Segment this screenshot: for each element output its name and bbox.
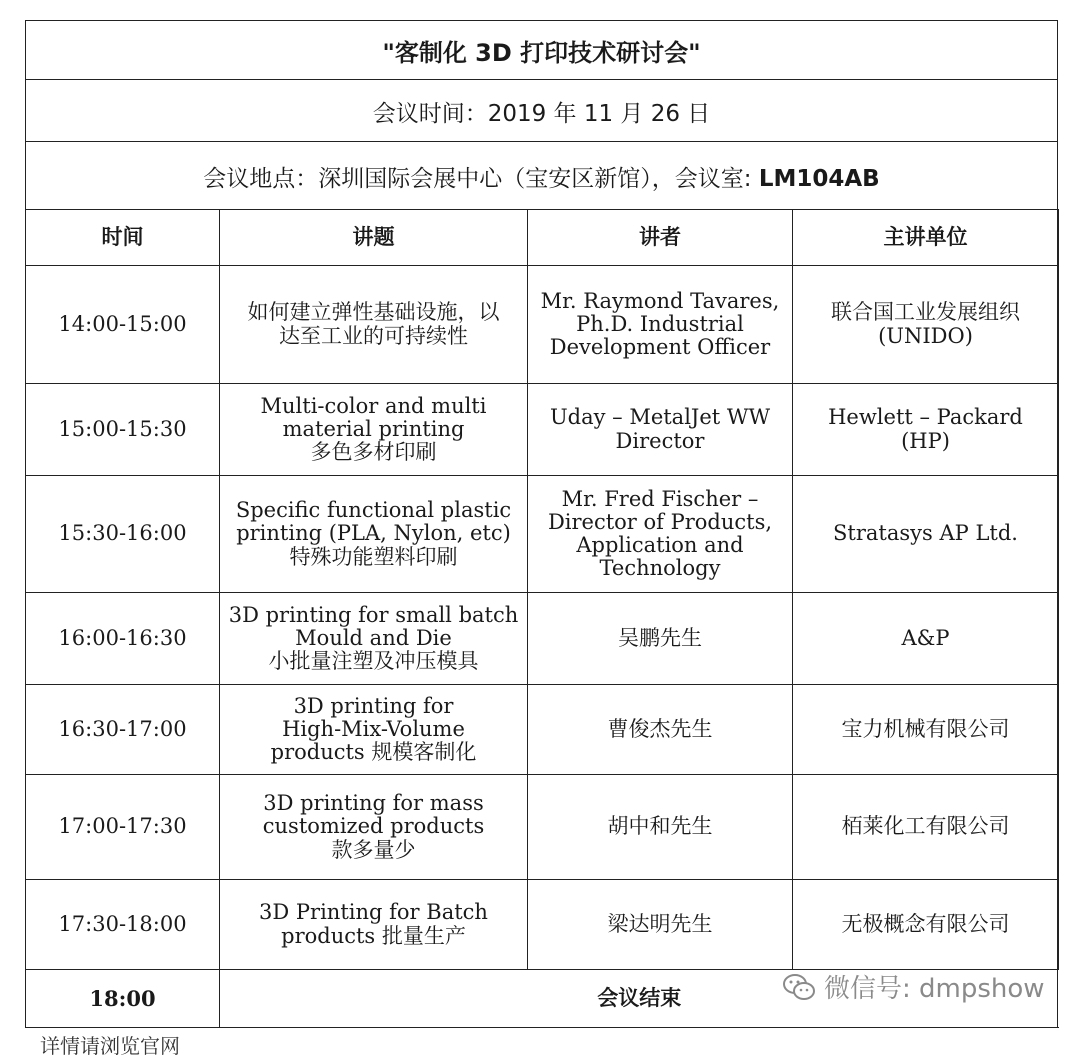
time-cell: 17:30-18:00 xyxy=(26,880,220,970)
cell-line: 胡中和先生 xyxy=(607,814,713,839)
cell-line: Uday – MetalJet WW xyxy=(549,405,771,430)
cell-line: 曹俊杰先生 xyxy=(607,716,713,741)
cell-line: (UNIDO) xyxy=(878,323,973,348)
column-header-speaker: 讲者 xyxy=(528,210,793,266)
cell-line: 如何建立弹性基础设施，以 xyxy=(247,300,500,325)
meeting-date: 会议时间：2019 年 11 月 26 日 xyxy=(372,100,711,127)
cell-line: (HP) xyxy=(901,428,950,453)
cell-line: Mould and Die xyxy=(295,625,452,650)
cell-line: Mr. Fred Fischer – xyxy=(561,486,759,511)
cell-line: Stratasys AP Ltd. xyxy=(833,521,1018,546)
table-row xyxy=(26,880,1059,970)
cell-line: 3D printing for small batch xyxy=(228,602,519,627)
speaker-cell xyxy=(528,476,793,593)
date-row xyxy=(25,79,1058,142)
topic-cell xyxy=(220,880,528,970)
cell-line: High-Mix-Volume xyxy=(282,716,465,741)
cell-line: 多色多材印刷 xyxy=(310,440,437,465)
watermark-text: 微信号: dmpshow xyxy=(824,974,1045,1004)
cell-line: Development Officer xyxy=(549,335,771,360)
cell-line: Director xyxy=(615,428,705,453)
speaker-cell xyxy=(528,266,793,384)
meeting-end-label: 会议结束 xyxy=(220,970,1059,1028)
column-header-time: 时间 xyxy=(26,210,220,266)
cell-line: 吴鹏先生 xyxy=(618,625,702,650)
table-row xyxy=(26,266,1059,384)
cell-line: Hewlett – Packard xyxy=(828,405,1023,430)
wechat-icon xyxy=(782,972,816,1002)
cell-line: 联合国工业发展组织 xyxy=(831,300,1020,325)
table-row xyxy=(26,685,1059,775)
venue-text: 会议地点：深圳国际会展中心（宝安区新馆），会议室: xyxy=(203,165,759,192)
cell-line: Ph.D. Industrial xyxy=(576,311,744,336)
cell-line: 宝力机械有限公司 xyxy=(841,716,1010,741)
topic-cell xyxy=(220,476,528,593)
cell-line: Director of Products, xyxy=(547,509,773,534)
table-row xyxy=(26,384,1059,476)
topic-cell xyxy=(220,685,528,775)
cell-line: material printing xyxy=(282,416,465,441)
organization-cell xyxy=(793,593,1059,685)
cell-line: 3D printing for mass xyxy=(263,791,484,816)
time-cell: 15:30-16:00 xyxy=(26,476,220,593)
cell-line: Technology xyxy=(599,556,721,581)
topic-cell xyxy=(220,384,528,476)
cell-line: 梁达明先生 xyxy=(607,911,713,936)
column-header-topic: 讲题 xyxy=(220,210,528,266)
table-row xyxy=(26,775,1059,880)
column-header-organization: 主讲单位 xyxy=(793,210,1059,266)
topic-cell xyxy=(220,266,528,384)
table-row xyxy=(26,476,1059,593)
table-row xyxy=(26,593,1059,685)
end-time-cell: 18:00 xyxy=(26,970,220,1028)
cell-line: Multi-color and multi xyxy=(260,393,487,418)
organization-cell xyxy=(793,685,1059,775)
cell-line: Specific functional plastic xyxy=(235,498,512,523)
organization-cell xyxy=(793,476,1059,593)
wechat-watermark xyxy=(782,968,1045,1005)
speaker-cell xyxy=(528,685,793,775)
cell-line: A&P xyxy=(901,625,950,650)
time-cell: 16:00-16:30 xyxy=(26,593,220,685)
title-row xyxy=(25,20,1058,80)
cell-line: 3D Printing for Batch xyxy=(259,900,488,925)
time-cell: 15:00-15:30 xyxy=(26,384,220,476)
cell-line: 款多量少 xyxy=(331,837,416,862)
time-cell: 14:00-15:00 xyxy=(26,266,220,384)
venue-row xyxy=(25,141,1058,210)
cell-line: 无极概念有限公司 xyxy=(841,911,1010,936)
venue-room: LM104AB xyxy=(758,165,880,192)
cell-line: products 批量生产 xyxy=(281,923,466,948)
cell-line: products 规模客制化 xyxy=(270,740,477,765)
cell-line: 3D printing for xyxy=(293,693,454,718)
speaker-cell xyxy=(528,593,793,685)
time-cell: 16:30-17:00 xyxy=(26,685,220,775)
cell-line: Application and xyxy=(576,533,744,557)
organization-cell xyxy=(793,775,1059,880)
table-header-row xyxy=(26,210,1059,266)
cell-line: Mr. Raymond Tavares, xyxy=(540,288,780,313)
organization-cell xyxy=(793,880,1059,970)
topic-cell xyxy=(220,593,528,685)
time-cell: 17:00-17:30 xyxy=(26,775,220,880)
footer-cut-text: 详情请浏览官网 xyxy=(40,1034,180,1058)
cell-line: 栢莱化工有限公司 xyxy=(841,814,1010,839)
schedule-table xyxy=(25,209,1059,1028)
cell-line: customized products xyxy=(262,814,485,839)
speaker-cell xyxy=(528,880,793,970)
topic-cell xyxy=(220,775,528,880)
agenda-title: "客制化 3D 打印技术研讨会" xyxy=(382,38,701,67)
organization-cell xyxy=(793,266,1059,384)
cell-line: 小批量注塑及冲压模具 xyxy=(268,649,479,674)
meeting-venue xyxy=(203,160,879,193)
speaker-cell xyxy=(528,775,793,880)
organization-cell xyxy=(793,384,1059,476)
speaker-cell xyxy=(528,384,793,476)
cell-line: 特殊功能塑料印刷 xyxy=(289,544,458,569)
cell-line: 达至工业的可持续性 xyxy=(279,323,468,348)
cell-line: printing (PLA, Nylon, etc) xyxy=(236,521,511,546)
